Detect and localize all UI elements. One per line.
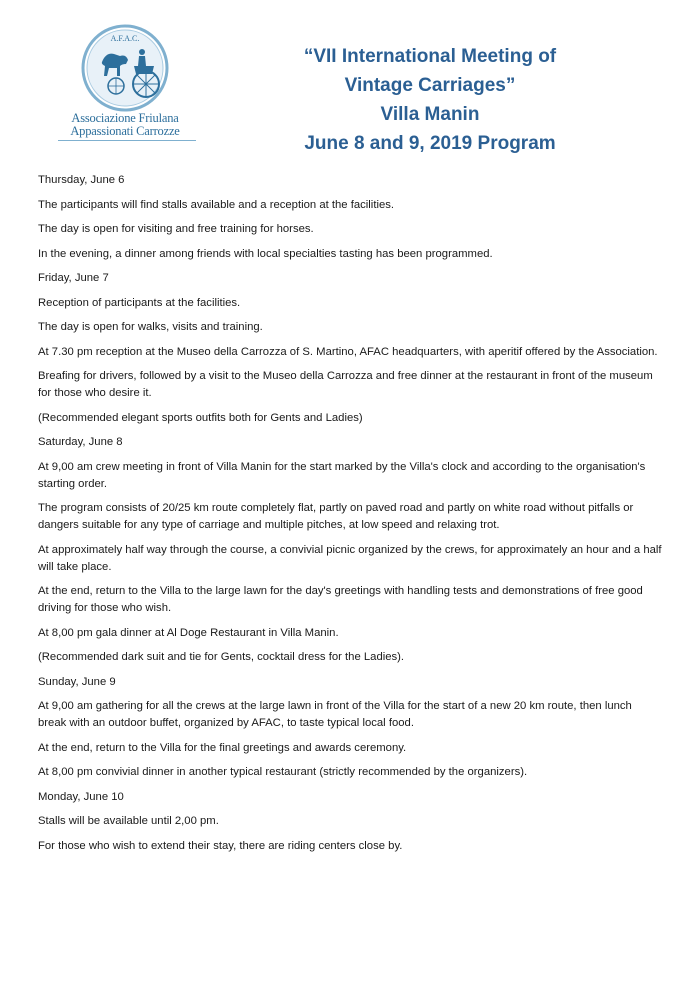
program-paragraph: Reception of participants at the facilities. bbox=[38, 296, 241, 309]
title-line-3: Villa Manin bbox=[380, 104, 480, 125]
program-paragraph: At the end, return to the Villa for the final greetings and awards ceremony. bbox=[38, 741, 407, 754]
logo-underline bbox=[58, 140, 196, 141]
program-paragraph: The participants will find stalls available and a reception at the facilities. bbox=[38, 198, 395, 211]
program-paragraph: The day is open for visiting and free training for horses. bbox=[38, 223, 314, 235]
program-paragraph: At 7.30 pm reception at the Museo della Carrozza of S. Martino, AFAC headquarters, with aperitif offered by the Association. bbox=[38, 345, 658, 358]
program-paragraph: At the end, return to the Villa to the large lawn for the day's greetings with handling tests and demonstrations of free good driving for those who wish. bbox=[38, 585, 643, 614]
program-paragraph: (Recommended dark suit and tie for Gents, cocktail dress for the Ladies). bbox=[38, 651, 405, 663]
program-paragraph: At 9,00 am gathering for all the crews at the large lawn in front of the Villa for the start of a new 20 km route, then lunch break with an outdoor buffet, organized by AFAC, to taste typical local food. bbox=[38, 700, 632, 729]
program-paragraph: For those who wish to extend their stay, there are riding centers close by. bbox=[38, 839, 403, 852]
program-paragraph: In the evening, a dinner among friends with local specialties tasting has been programmed. bbox=[38, 247, 493, 260]
day-heading: Saturday, June 8 bbox=[38, 436, 123, 448]
afac-logo bbox=[50, 22, 200, 146]
day-heading: Sunday, June 9 bbox=[38, 675, 116, 688]
program-paragraph: At 9,00 am crew meeting in front of Villa Manin for the start marked by the Villa's clock and according to the organisation's starting order. bbox=[38, 460, 646, 490]
document-title bbox=[230, 42, 630, 158]
logo-line-association: Associazione Friulana bbox=[71, 111, 179, 125]
day-heading: Thursday, June 6 bbox=[38, 174, 125, 186]
program-paragraph: Breafing for drivers, followed by a visit to the Museo della Carrozza and free dinner at the restaurant in front of the museum for those who desire it. bbox=[38, 370, 653, 399]
program-paragraph: The program consists of 20/25 km route completely flat, partly on paved road and partly on white road without pitfalls or dangers suitable for any type of carriage and multiple pitches, at low speed and relaxing trot. bbox=[38, 502, 634, 531]
program-paragraph: At approximately half way through the course, a convivial picnic organized by the crews, for approximately an hour and a half will take place. bbox=[38, 543, 662, 573]
title-line-4: June 8 and 9, 2019 Program bbox=[304, 133, 556, 154]
program-paragraph: At 8,00 pm convivial dinner in another typical restaurant (strictly recommended by the organizers). bbox=[38, 766, 528, 778]
day-heading: Friday, June 7 bbox=[38, 272, 109, 284]
title-line-2: Vintage Carriages” bbox=[344, 75, 516, 96]
program-paragraph: The day is open for walks, visits and training. bbox=[38, 321, 263, 333]
logo-line-carriages: Appassionati Carrozze bbox=[70, 124, 180, 138]
carriage-emblem-icon bbox=[50, 22, 200, 114]
day-heading: Monday, June 10 bbox=[38, 790, 124, 803]
program-body bbox=[38, 172, 663, 862]
program-paragraph: At 8,00 pm gala dinner at Al Doge Restaurant in Villa Manin. bbox=[38, 626, 339, 639]
title-line-1: “VII International Meeting of bbox=[303, 46, 557, 67]
logo-badge-text: A.F.A.C. bbox=[110, 34, 140, 43]
program-paragraph: Stalls will be available until 2,00 pm. bbox=[38, 815, 219, 827]
program-paragraph: (Recommended elegant sports outfits both for Gents and Ladies) bbox=[38, 411, 363, 424]
